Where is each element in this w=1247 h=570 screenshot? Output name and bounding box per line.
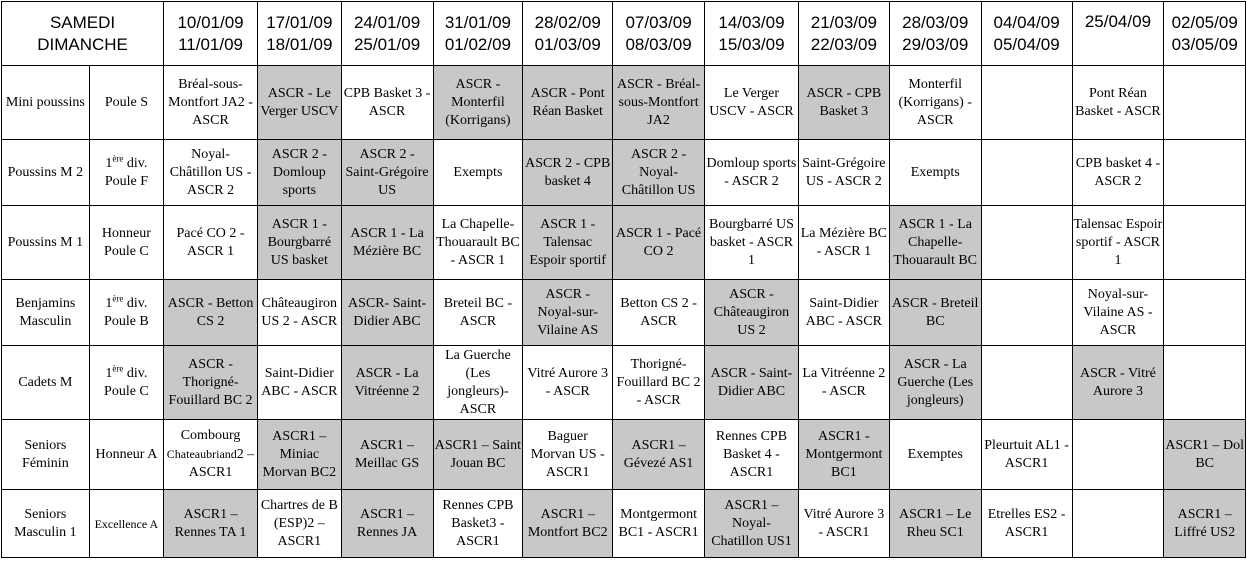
date-saturday: 28/02/09 [534, 12, 601, 32]
date-sunday: 18/01/09 [266, 34, 333, 54]
match-cell: ASCR 1 - Pacé CO 2 [613, 206, 705, 280]
match-cell: ASCR - Monterfil (Korrigans) [433, 66, 523, 140]
division-rest: div. Poule F [104, 155, 148, 189]
division-rest: div. Poule C [104, 365, 149, 399]
team-name: Benjamins Masculin [2, 280, 90, 346]
date-saturday: 24/01/09 [353, 12, 421, 32]
match-cell: La Guerche (Les jongleurs)- ASCR [433, 346, 523, 420]
date-saturday: 31/01/09 [444, 12, 511, 32]
match-cell [164, 420, 258, 490]
empty-cell [981, 346, 1072, 420]
match-cell: Pleurtuit AL1 - ASCR1 [981, 420, 1072, 490]
date-header [164, 2, 258, 66]
division-name: Poule S [89, 66, 163, 140]
schedule-table [1, 1, 1246, 558]
match-cell: Vitré Aurore 3 - ASCR1 [798, 490, 889, 558]
date-saturday: 02/05/09 [1171, 12, 1238, 32]
division-number: 1 [105, 365, 113, 381]
match-cell: ASCR - La Guerche (Les jongleurs) [889, 346, 981, 420]
date-header [798, 2, 889, 66]
team-row [2, 280, 1246, 346]
match-text: Combourg [180, 428, 241, 443]
match-cell: ASCR - Noyal-sur-Vilaine AS [523, 280, 613, 346]
date-header [1072, 2, 1164, 66]
date-saturday: 10/01/09 [177, 12, 244, 32]
empty-cell [1072, 420, 1164, 490]
empty-cell [1164, 206, 1246, 280]
match-cell: ASCR - CPB Basket 3 [798, 66, 889, 140]
match-cell: ASCR1 – Liffré US2 [1164, 490, 1246, 558]
match-text-after: 2 – ASCR1 [188, 447, 255, 480]
date-header [981, 2, 1072, 66]
match-cell: Le Verger USCV - ASCR [705, 66, 799, 140]
date-saturday: 17/01/09 [266, 12, 333, 32]
match-cell: ASCR 2 - CPB basket 4 [523, 140, 613, 206]
match-cell: ASCR1 – Rennes TA 1 [164, 490, 258, 558]
match-cell: Bréal-sous-Montfort JA2 - ASCR [164, 66, 258, 140]
date-sunday: 05/04/09 [993, 34, 1060, 54]
header-row [2, 2, 1246, 66]
match-cell: Vitré Aurore 3 - ASCR [523, 346, 613, 420]
match-cell: ASCR - Bréal-sous-Montfort JA2 [613, 66, 705, 140]
division-rest: div. Poule B [104, 295, 149, 329]
date-saturday: 04/04/09 [993, 12, 1060, 32]
match-cell: Bourgbarré US basket - ASCR 1 [705, 206, 799, 280]
division-ordinal: ère [112, 362, 124, 373]
match-text-small: Chateaubriand [166, 447, 237, 461]
date-header [523, 2, 613, 66]
match-cell: ASCR - Thorigné-Fouillard BC 2 [164, 346, 258, 420]
match-cell: Betton CS 2 - ASCR [613, 280, 705, 346]
match-cell: ASCR - Vitré Aurore 3 [1072, 346, 1164, 420]
empty-cell [1164, 280, 1246, 346]
match-cell: Etrelles ES2 - ASCR1 [981, 490, 1072, 558]
match-cell: La Mézière BC - ASCR 1 [798, 206, 889, 280]
date-sunday: 22/03/09 [810, 34, 877, 54]
date-sunday: 15/03/09 [718, 34, 785, 54]
date-header [889, 2, 981, 66]
date-saturday: 07/03/09 [625, 12, 692, 32]
saturday-label: SAMEDI [49, 12, 116, 32]
team-row [2, 140, 1246, 206]
match-cell: Saint-Grégoire US - ASCR 2 [798, 140, 889, 206]
division-ordinal: ère [112, 152, 124, 163]
match-cell: Talensac Espoir sportif - ASCR 1 [1072, 206, 1164, 280]
date-saturday: 21/03/09 [810, 12, 877, 32]
match-cell: La Vitréenne 2 - ASCR [798, 346, 889, 420]
match-cell: ASCR - Saint-Didier ABC [705, 346, 799, 420]
match-cell: ASCR1 – Le Rheu SC1 [889, 490, 981, 558]
team-row [2, 206, 1246, 280]
team-name: Poussins M 1 [2, 206, 90, 280]
team-name: Mini poussins [2, 66, 90, 140]
empty-cell [981, 140, 1072, 206]
date-header [1164, 2, 1246, 66]
date-sunday: 29/03/09 [902, 34, 969, 54]
match-cell: Saint-Didier ABC - ASCR [258, 346, 342, 420]
match-cell: ASCR 2 - Domloup sports [258, 140, 342, 206]
match-cell: Monterfil (Korrigans) - ASCR [889, 66, 981, 140]
date-sunday: 03/05/09 [1171, 34, 1238, 54]
match-cell: Thorigné-Fouillard BC 2 - ASCR [613, 346, 705, 420]
match-cell: Exempts [889, 140, 981, 206]
match-cell: Noyal-Châtillon US - ASCR 2 [164, 140, 258, 206]
match-cell: Châteaugiron US 2 - ASCR [258, 280, 342, 346]
match-cell: ASCR1 – Meillac GS [341, 420, 433, 490]
match-cell: Exempts [433, 140, 523, 206]
match-cell: ASCR 2 - Saint-Grégoire US [341, 140, 433, 206]
match-cell: ASCR- Saint-Didier ABC [341, 280, 433, 346]
date-header [705, 2, 799, 66]
team-row [2, 346, 1246, 420]
date-header [341, 2, 433, 66]
match-cell: Rennes CPB Basket3 - ASCR1 [433, 490, 523, 558]
empty-cell [1164, 140, 1246, 206]
match-cell: ASCR - Betton CS 2 [164, 280, 258, 346]
match-cell: ASCR1 – Dol BC [1164, 420, 1246, 490]
empty-cell [1164, 346, 1246, 420]
match-cell: ASCR - Breteil BC [889, 280, 981, 346]
match-cell: Pacé CO 2 - ASCR 1 [164, 206, 258, 280]
match-cell: Exemptes [889, 420, 981, 490]
match-cell: Pont Réan Basket - ASCR [1072, 66, 1164, 140]
empty-cell [1072, 490, 1164, 558]
team-name: Seniors Féminin [2, 420, 90, 490]
match-cell: ASCR 1 - La Mézière BC [341, 206, 433, 280]
date-header [433, 2, 523, 66]
match-cell: CPB Basket 3 - ASCR [341, 66, 433, 140]
match-cell: Noyal-sur-Vilaine AS - ASCR [1072, 280, 1164, 346]
match-cell: Rennes CPB Basket 4 - ASCR1 [705, 420, 799, 490]
team-row [2, 420, 1246, 490]
match-cell: ASCR 2 - Noyal-Châtillon US [613, 140, 705, 206]
match-cell: Saint-Didier ABC - ASCR [798, 280, 889, 346]
match-cell: ASCR1 - Montgermont BC1 [798, 420, 889, 490]
match-cell: CPB basket 4 - ASCR 2 [1072, 140, 1164, 206]
date-saturday: 14/03/09 [718, 12, 785, 32]
team-name: Cadets M [2, 346, 90, 420]
match-cell: ASCR1 – Noyal-Chatillon US1 [705, 490, 799, 558]
division-name: Honneur A [89, 420, 163, 490]
match-cell: Montgermont BC1 - ASCR1 [613, 490, 705, 558]
division-name: Excellence A [89, 490, 163, 558]
team-name: Poussins M 2 [2, 140, 90, 206]
division-number: 1 [105, 155, 113, 171]
empty-cell [1164, 66, 1246, 140]
division-number: 1 [105, 295, 113, 311]
match-cell: ASCR - La Vitréenne 2 [341, 346, 433, 420]
date-header [258, 2, 342, 66]
team-row [2, 66, 1246, 140]
match-cell: ASCR 1 - La Chapelle-Thouarault BC [889, 206, 981, 280]
date-saturday: 25/04/09 [1084, 12, 1152, 31]
date-sunday: 11/01/09 [178, 34, 243, 54]
match-cell: ASCR - Le Verger USCV [258, 66, 342, 140]
sunday-label: DIMANCHE [37, 34, 128, 54]
match-cell: ASCR - Châteaugiron US 2 [705, 280, 799, 346]
division-name [89, 346, 163, 420]
division-ordinal: ère [112, 292, 124, 303]
date-sunday: 01/02/09 [444, 34, 511, 54]
match-cell: ASCR1 – Rennes JA [341, 490, 433, 558]
date-header [613, 2, 705, 66]
match-cell: ASCR - Pont Réan Basket [523, 66, 613, 140]
match-cell: ASCR1 – Montfort BC2 [523, 490, 613, 558]
weekend-header [2, 2, 164, 66]
match-cell: ASCR 1 - Talensac Espoir sportif [523, 206, 613, 280]
match-cell: ASCR 1 - Bourgbarré US basket [258, 206, 342, 280]
match-cell: Breteil BC - ASCR [433, 280, 523, 346]
date-sunday: 01/03/09 [534, 34, 601, 54]
team-row [2, 490, 1246, 558]
empty-cell [981, 206, 1072, 280]
date-sunday: 25/01/09 [353, 34, 421, 54]
match-cell: La Chapelle-Thouarault BC - ASCR 1 [433, 206, 523, 280]
date-saturday: 28/03/09 [902, 12, 969, 32]
date-sunday: 08/03/09 [625, 34, 692, 54]
empty-cell [981, 280, 1072, 346]
match-cell: Baguer Morvan US - ASCR1 [523, 420, 613, 490]
match-cell: ASCR1 – Saint Jouan BC [433, 420, 523, 490]
match-cell: Domloup sports - ASCR 2 [705, 140, 799, 206]
division-name: Honneur Poule C [89, 206, 163, 280]
division-name [89, 140, 163, 206]
team-name: Seniors Masculin 1 [2, 490, 90, 558]
schedule-body [2, 66, 1246, 558]
match-cell: ASCR1 – Gévezé AS1 [613, 420, 705, 490]
division-name [89, 280, 163, 346]
empty-cell [981, 66, 1072, 140]
match-cell: Chartres de B (ESP)2 – ASCR1 [258, 490, 342, 558]
match-cell: ASCR1 – Miniac Morvan BC2 [258, 420, 342, 490]
